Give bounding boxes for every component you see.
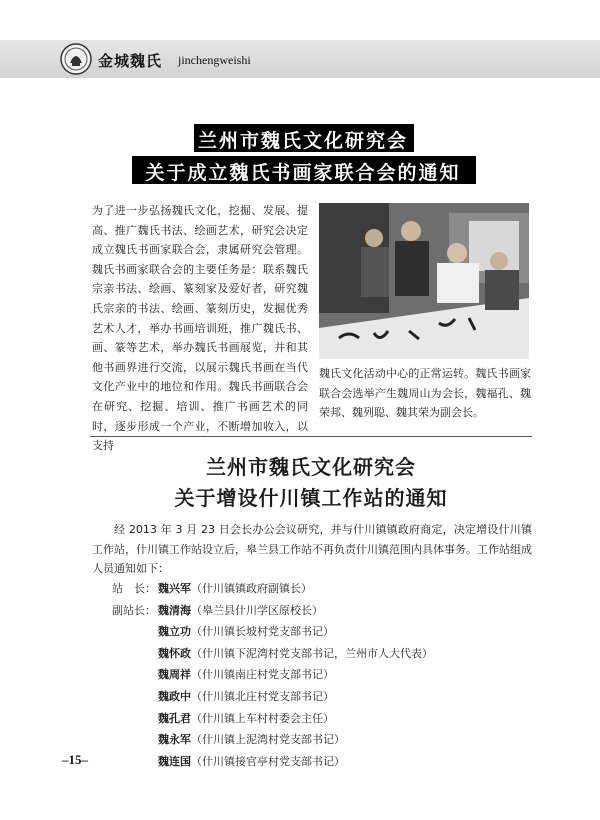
brand-name-cn: 金城魏氏 <box>98 52 163 70</box>
member-note: （什川镇北庄村党支部书记） <box>191 689 334 703</box>
member-note: （皋兰县什川学区原校长） <box>191 603 323 617</box>
section-divider <box>90 436 532 437</box>
member-name: 魏立功 <box>158 625 191 639</box>
member-note: （什川镇下泥湾村党支部书记，兰州市人大代表） <box>191 646 433 660</box>
member-note: （什川镇南庄村党支部书记） <box>191 668 334 682</box>
notice1-body: 为了进一步弘扬魏氏文化，挖掘、发展、提高、推广魏氏书法、绘画艺术，研究会决定成立魏氏书画家联合会，隶属研究会管理。魏氏书画家联合会的主要任务是：联系魏氏宗亲书法、绘画、篆刻家及爱好者，研究魏氏宗亲的书法、绘画、篆刻历史，发掘优秀艺术人才，举办书画培训班，推广魏氏书、画、篆等艺术，举办魏氏书画展览，并和其他书画界进行交流，以展示魏氏书画在当代文化产业中的地位和作用。魏氏书画联合会在研究、挖掘、培训、推广书画艺术的同时，逐步形成一个产业，不断增加收入，以支持 <box>92 204 308 453</box>
list-item <box>112 600 532 622</box>
list-item <box>112 708 532 730</box>
member-note: （什川镇上泥湾村党支部书记） <box>191 733 345 747</box>
list-item <box>112 643 532 665</box>
member-role: 站 长： <box>112 582 156 595</box>
list-item <box>112 686 532 708</box>
notice2-title-line2: 关于增设什川镇工作站的通知 <box>174 486 448 510</box>
list-item <box>112 729 532 751</box>
member-name: 魏政中 <box>158 689 191 703</box>
notice1-title-line2: 关于成立魏氏书画家联合会的通知 <box>145 162 461 184</box>
member-name: 魏兴军 <box>158 582 191 595</box>
notice2-body: 经 2013 年 3 月 23 日会长办公会议研究，并与什川镇镇政府商定，决定增设什川镇工作站，什川镇工作站设立后，皋兰县工作站不再负责什川镇范围内具体事务。工作站组成人员通知如下： <box>92 523 532 575</box>
member-note: （什川镇接官亭村党支部书记） <box>191 754 345 768</box>
calligraphy-photo <box>319 203 529 359</box>
member-note: （什川镇上车村村委会主任） <box>191 711 334 725</box>
notice2-title-line1: 兰州市魏氏文化研究会 <box>206 455 416 479</box>
photo-caption: 魏氏文化活动中心的正常运转。魏氏书画家联合会选举产生魏周山为会长，魏福孔、魏荣邦、魏列聪、魏其荣为副会长。 <box>319 367 531 420</box>
member-note: （什川镇镇政府副镇长） <box>191 582 312 595</box>
member-name: 魏周祥 <box>158 668 191 682</box>
page-number: –15– <box>62 752 88 767</box>
list-item <box>112 751 532 773</box>
member-name: 魏孔君 <box>158 711 191 725</box>
member-name: 魏清海 <box>158 603 191 617</box>
member-name: 魏怀政 <box>158 646 191 660</box>
member-name: 魏永军 <box>158 733 191 747</box>
brand-name-en: jinchengweishi <box>178 53 251 67</box>
member-list <box>112 578 532 772</box>
logo-seal-icon <box>60 43 92 75</box>
notice1-title <box>132 122 474 186</box>
list-item <box>112 578 532 600</box>
list-item <box>112 621 532 643</box>
notice1-title-line1: 兰州市魏氏文化研究会 <box>197 130 408 152</box>
list-item <box>112 664 532 686</box>
member-role: 副站长： <box>112 603 156 617</box>
member-note: （什川镇长坡村党支部书记） <box>191 625 334 639</box>
member-name: 魏连国 <box>158 754 191 768</box>
